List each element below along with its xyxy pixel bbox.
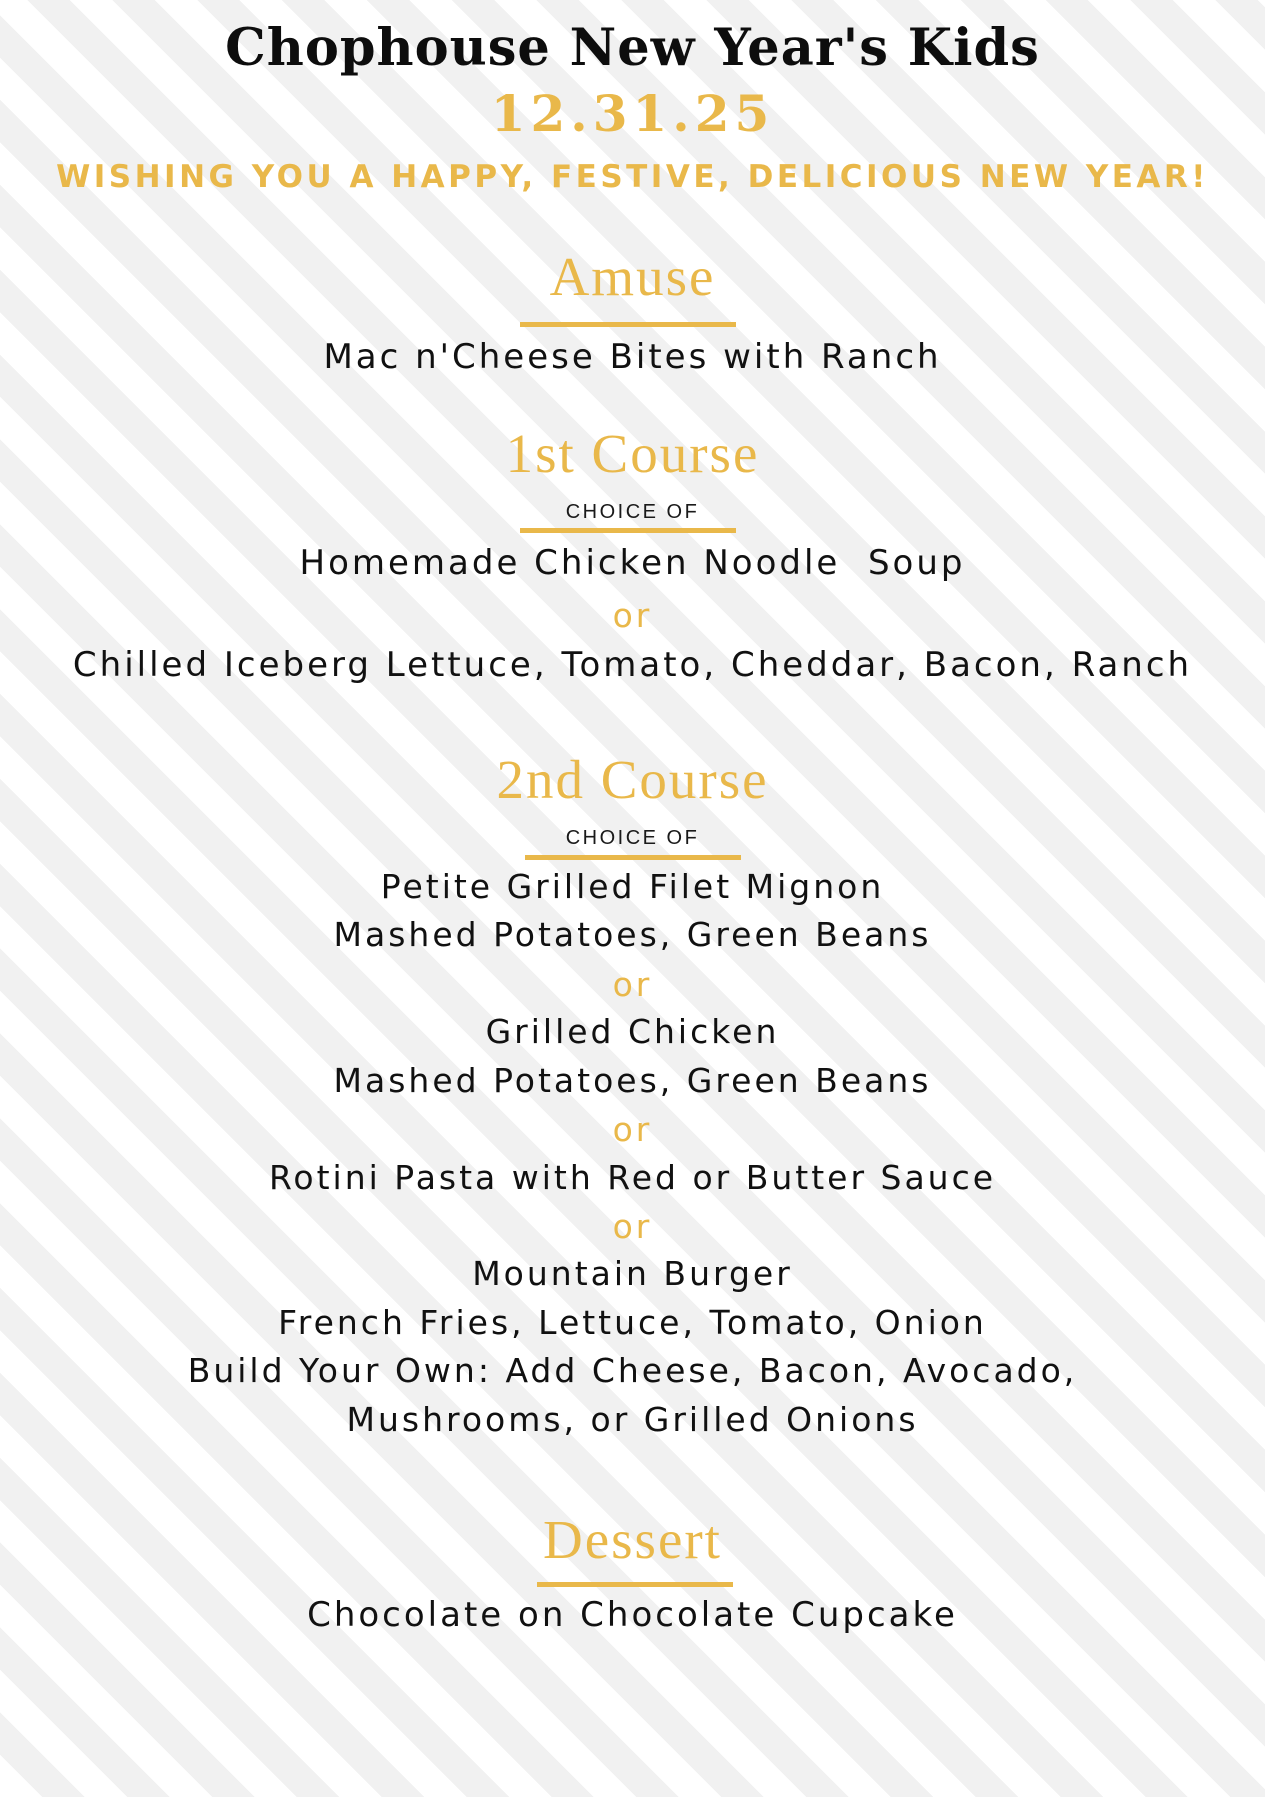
- menu-item-mountain-burger: Mountain Burger: [472, 1254, 793, 1293]
- choice-label-first-course: CHOICE OF: [565, 501, 700, 523]
- section-title-first-course: 1st Course: [505, 423, 760, 484]
- menu-item-rotini-pasta: Rotini Pasta with Red or Butter Sauce: [268, 1158, 997, 1197]
- section-divider-dessert: [537, 1582, 733, 1587]
- menu-item-burger-sides: French Fries, Lettuce, Tomato, Onion: [278, 1303, 987, 1342]
- menu-title: Chophouse New Year's Kids: [225, 18, 1040, 78]
- menu-item-filet-sides: Mashed Potatoes, Green Beans: [333, 915, 932, 954]
- menu-item-filet-mignon: Petite Grilled Filet Mignon: [380, 867, 885, 906]
- menu-item-iceberg-lettuce: Chilled Iceberg Lettuce, Tomato, Cheddar, Bacon, Ranch: [72, 645, 1193, 685]
- section-divider-amuse: [520, 322, 736, 327]
- section-title-second-course: 2nd Course: [496, 749, 769, 810]
- menu-item-burger-toppings: Mushrooms, or Grilled Onions: [346, 1400, 919, 1439]
- section-divider-first-course: [520, 528, 736, 533]
- menu-item-cupcake: Chocolate on Chocolate Cupcake: [307, 1595, 958, 1635]
- section-title-amuse: Amuse: [549, 246, 716, 307]
- choice-label-second-course: CHOICE OF: [565, 827, 700, 849]
- menu-item-burger-build-your-own: Build Your Own: Add Cheese, Bacon, Avocado,: [187, 1351, 1078, 1390]
- menu-item-mac-n-cheese: Mac n'Cheese Bites with Ranch: [323, 337, 942, 377]
- or-separator: or: [612, 1110, 653, 1149]
- menu-item-chicken-noodle-soup: Homemade Chicken Noodle Soup: [299, 543, 966, 583]
- or-separator: or: [612, 596, 653, 635]
- section-title-dessert: Dessert: [543, 1509, 722, 1570]
- or-separator: or: [612, 1207, 653, 1246]
- menu-date: 12.31.25: [490, 84, 775, 143]
- menu-greeting: WISHING YOU A HAPPY, FESTIVE, DELICIOUS NEW YEAR!: [56, 159, 1209, 195]
- menu-item-chicken-sides: Mashed Potatoes, Green Beans: [333, 1061, 932, 1100]
- menu-item-grilled-chicken: Grilled Chicken: [485, 1012, 780, 1051]
- section-divider-second-course: [525, 855, 741, 860]
- or-separator: or: [612, 965, 653, 1004]
